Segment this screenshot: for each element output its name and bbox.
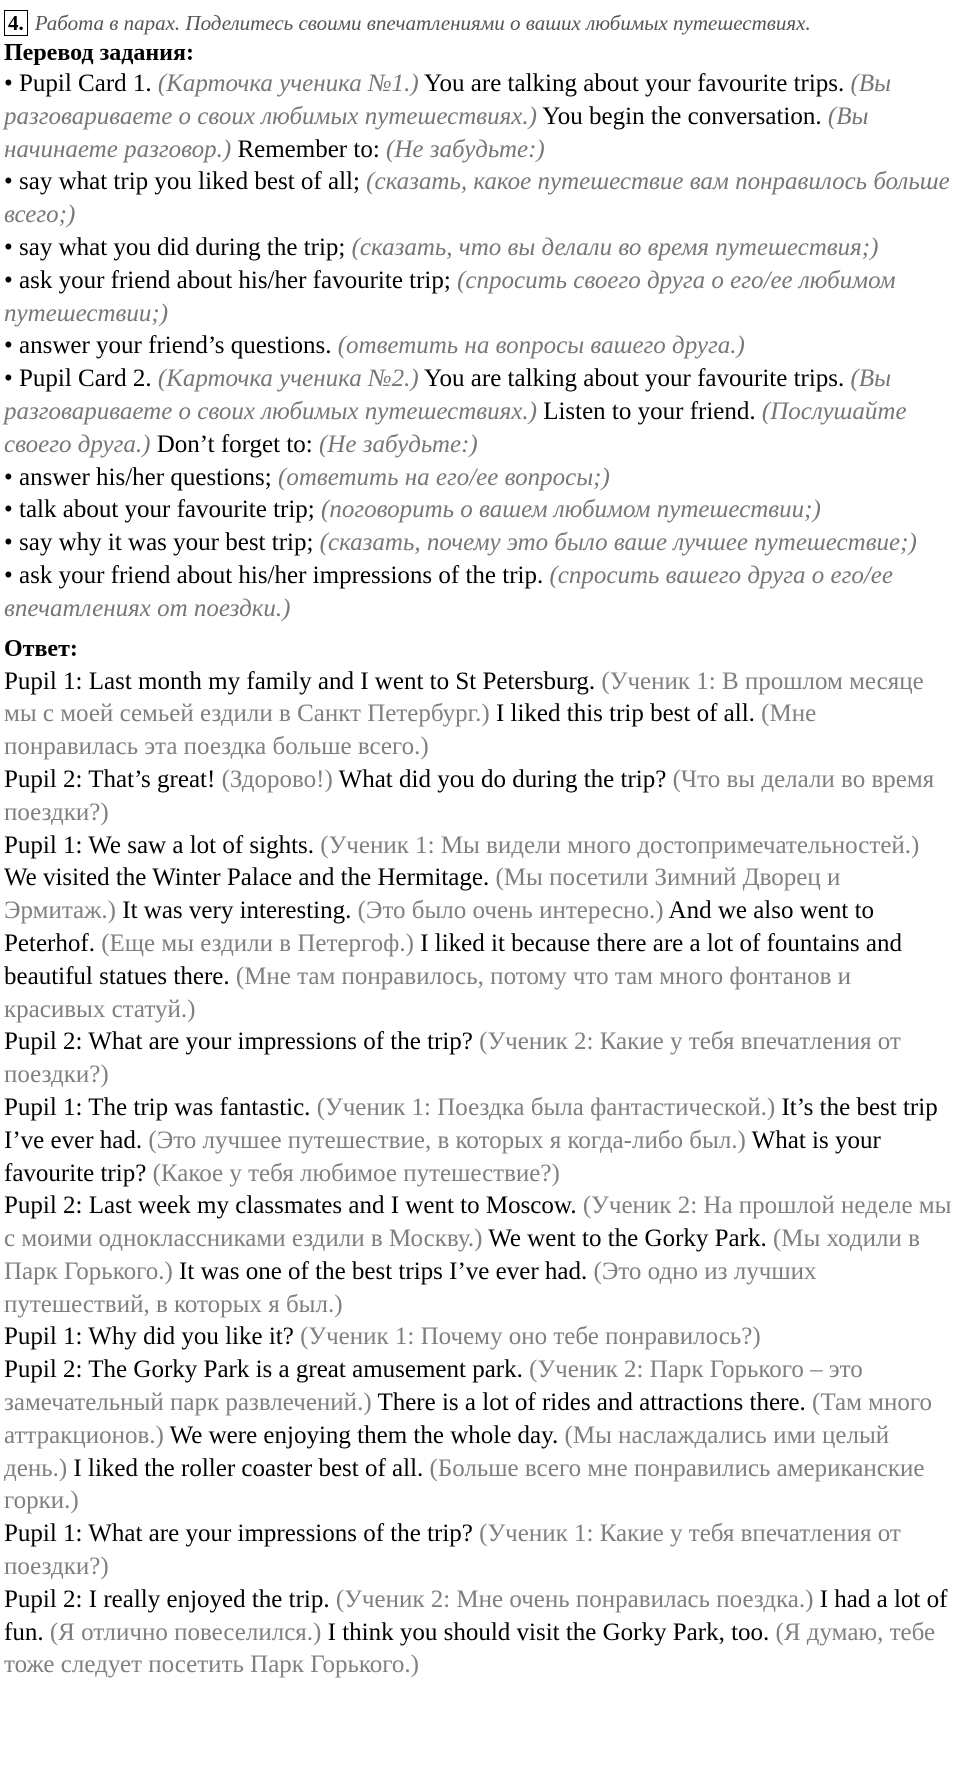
- task-instruction: Работа в парах. Поделитесь своими впечатлениями о ваших любимых путешествиях.: [34, 11, 811, 35]
- russian-translation: (Послушайте своего друга.): [4, 397, 907, 458]
- russian-translation: (Там много аттракционов.): [4, 1389, 932, 1449]
- russian-translation: (Я думаю, тебе тоже следует посетить Парк Горького.): [4, 1618, 936, 1679]
- russian-translation: (Мы ходили в Парк Горького.): [4, 1225, 920, 1285]
- russian-translation: (спросить вашего друга о его/ее впечатлениях от поездки.): [4, 561, 893, 622]
- english-text: • say what you did during the trip;: [4, 233, 352, 261]
- answer-heading: Ответ:: [4, 635, 78, 662]
- english-text: Pupil 2: That’s great!: [4, 765, 222, 793]
- english-text: • answer your friend’s questions.: [4, 332, 338, 360]
- english-text: We went to the Gorky Park.: [482, 1225, 773, 1253]
- dialogue-line: [4, 666, 952, 764]
- english-text: Pupil 2: The Gorky Park is a great amusement park.: [4, 1356, 530, 1384]
- english-text: I had a lot of fun.: [4, 1585, 948, 1646]
- russian-translation: (Карточка ученика №1.): [157, 70, 419, 97]
- russian-translation: (ответить на его/ее вопросы;): [278, 463, 610, 491]
- russian-translation: (Вы разговариваете о своих любимых путешествиях.): [4, 70, 892, 130]
- english-text: I liked the roller coaster best of all.: [67, 1454, 430, 1482]
- dialogue-line: [4, 1354, 952, 1518]
- english-text: • Pupil Card 1.: [4, 70, 158, 97]
- english-text: You begin the conversation.: [536, 102, 828, 130]
- task-number: 4.: [4, 10, 28, 36]
- english-text: Don’t forget to:: [150, 430, 319, 458]
- translation-item: [4, 560, 952, 626]
- translation-item: [4, 363, 952, 461]
- dialogue-line: [4, 830, 952, 1027]
- translation-item: [4, 265, 952, 331]
- english-text: Pupil 1: Why did you like it?: [4, 1323, 301, 1351]
- english-text: It was one of the best trips I’ve ever had.: [172, 1257, 594, 1285]
- english-text: • answer his/her questions;: [4, 463, 278, 491]
- translation-item: [4, 68, 952, 166]
- russian-translation: (Здорово!): [221, 765, 333, 793]
- english-text: Pupil 2: Last week my classmates and I went to Moscow.: [4, 1192, 583, 1220]
- russian-translation: (Это лучшее путешествие, в которых я когда-либо был.): [148, 1126, 746, 1154]
- english-text: Pupil 1: The trip was fantastic.: [4, 1093, 317, 1121]
- russian-translation: (Не забудьте:): [386, 135, 545, 163]
- russian-translation: (Ученик 2: На прошлой неделе мы с моими одноклассниками ездили в Москву.): [4, 1192, 952, 1253]
- russian-translation: (сказать, что вы делали во время путешествия;): [351, 233, 879, 261]
- dialogue-line: [4, 1026, 952, 1092]
- english-text: • say why it was your best trip;: [4, 529, 320, 557]
- english-text: • ask your friend about his/her impressions of the trip.: [4, 561, 550, 589]
- russian-translation: (поговорить о вашем любимом путешествии;): [321, 496, 821, 524]
- english-text: What did you do during the trip?: [332, 765, 673, 793]
- english-text: We were enjoying them the whole day.: [163, 1421, 565, 1449]
- russian-translation: (спросить своего друга о его/ее любимом путешествии;): [4, 266, 896, 327]
- english-text: And we also went to Peterhof.: [4, 897, 875, 957]
- translation-item: [4, 166, 952, 232]
- russian-translation: (Ученик 2: Какие у тебя впечатления от поездки?): [4, 1028, 901, 1089]
- russian-translation: (Ученик 1: Какие у тебя впечатления от поездки?): [4, 1520, 901, 1581]
- english-text: You are talking about your favourite trips.: [418, 70, 851, 97]
- russian-translation: (Не забудьте:): [318, 430, 478, 458]
- dialogue-line: [4, 1092, 952, 1190]
- russian-translation: (Ученик 1: Почему оно тебе понравилось?): [300, 1323, 761, 1351]
- english-text: • talk about your favourite trip;: [4, 496, 322, 524]
- task-header: [4, 8, 952, 38]
- translation-item: [4, 330, 952, 363]
- russian-translation: (Ученик 1: Поездка была фантастической.): [316, 1093, 776, 1121]
- english-text: It was very interesting.: [116, 897, 358, 925]
- english-text: Listen to your friend.: [536, 397, 762, 425]
- english-text: What is your favourite trip?: [4, 1126, 881, 1187]
- translation-heading: Перевод задания:: [4, 40, 194, 66]
- english-text: Pupil 1: What are your impressions of the trip?: [4, 1520, 480, 1548]
- translation-item: [4, 527, 952, 560]
- english-text: Pupil 1: Last month my family and I went to St Petersburg.: [4, 667, 602, 695]
- english-text: • Pupil Card 2.: [4, 365, 158, 393]
- russian-translation: (Это одно из лучших путешествий, в которых я был.): [4, 1257, 817, 1318]
- translation-item: [4, 494, 952, 527]
- english-text: I think you should visit the Gorky Park, too.: [321, 1618, 776, 1646]
- russian-translation: (Какое у тебя любимое путешествие?): [152, 1159, 560, 1187]
- russian-translation: (ответить на вопросы вашего друга.): [337, 332, 745, 360]
- dialogue-line: [4, 1584, 952, 1682]
- english-text: I liked it because there are a lot of fountains and beautiful statues there.: [4, 929, 902, 990]
- russian-translation: (Карточка ученика №2.): [157, 365, 419, 393]
- english-text: We visited the Winter Palace and the Hermitage.: [4, 864, 496, 892]
- translation-section: [4, 68, 952, 626]
- russian-translation: (Ученик 2: Парк Горького – это замечательный парк развлечений.): [4, 1356, 863, 1417]
- english-text: Pupil 1: We saw a lot of sights.: [4, 831, 321, 859]
- russian-translation: (Ученик 1: Мы видели много достопримечательностей.): [320, 831, 920, 859]
- translation-item: [4, 232, 952, 265]
- translation-item: [4, 462, 952, 495]
- russian-translation: (сказать, какое путешествие вам понравилось больше всего;): [4, 168, 950, 229]
- english-text: I liked this trip best of all.: [489, 700, 762, 728]
- english-text: Remember to:: [231, 135, 387, 163]
- russian-translation: (Ученик 2: Мне очень понравилась поездка.): [335, 1585, 814, 1613]
- english-text: Pupil 2: I really enjoyed the trip.: [4, 1585, 336, 1613]
- russian-translation: (Больше всего мне понравились американские горки.): [4, 1454, 925, 1515]
- answer-section: [4, 666, 952, 1683]
- english-text: It’s the best trip I’ve ever had.: [4, 1093, 938, 1154]
- russian-translation: (Еще мы ездили в Петергоф.): [101, 929, 414, 957]
- english-text: • say what trip you liked best of all;: [4, 168, 367, 196]
- english-text: You are talking about your favourite trips.: [418, 365, 851, 393]
- english-text: • ask your friend about his/her favourite trip;: [4, 266, 458, 294]
- dialogue-line: [4, 1321, 952, 1354]
- english-text: There is a lot of rides and attractions there.: [371, 1389, 812, 1417]
- russian-translation: (Мне там понравилось, потому что там много фонтанов и красивых статуй.): [4, 962, 852, 1023]
- russian-translation: (Это было очень интересно.): [357, 897, 664, 925]
- dialogue-line: [4, 764, 952, 830]
- russian-translation: (Ученик 1: В прошлом месяце мы с моей семьей ездили в Санкт Петербург.): [4, 667, 924, 728]
- english-text: Pupil 2: What are your impressions of the trip?: [4, 1028, 480, 1056]
- russian-translation: (сказать, почему это было ваше лучшее путешествие;): [319, 529, 917, 557]
- russian-translation: (Я отлично повеселился.): [49, 1618, 322, 1646]
- russian-translation: (Мы наслаждались ими целый день.): [4, 1421, 890, 1482]
- russian-translation: (Вы начинаете разговор.): [4, 102, 869, 163]
- dialogue-line: [4, 1518, 952, 1584]
- dialogue-line: [4, 1190, 952, 1321]
- russian-translation: (Мне понравилась эта поездка больше всего.): [4, 700, 817, 761]
- russian-translation: (Что вы делали во время поездки?): [4, 765, 935, 826]
- russian-translation: (Мы посетили Зимний Дворец и Эрмитаж.): [4, 864, 841, 925]
- russian-translation: (Вы разговариваете о своих любимых путешествиях.): [4, 365, 892, 425]
